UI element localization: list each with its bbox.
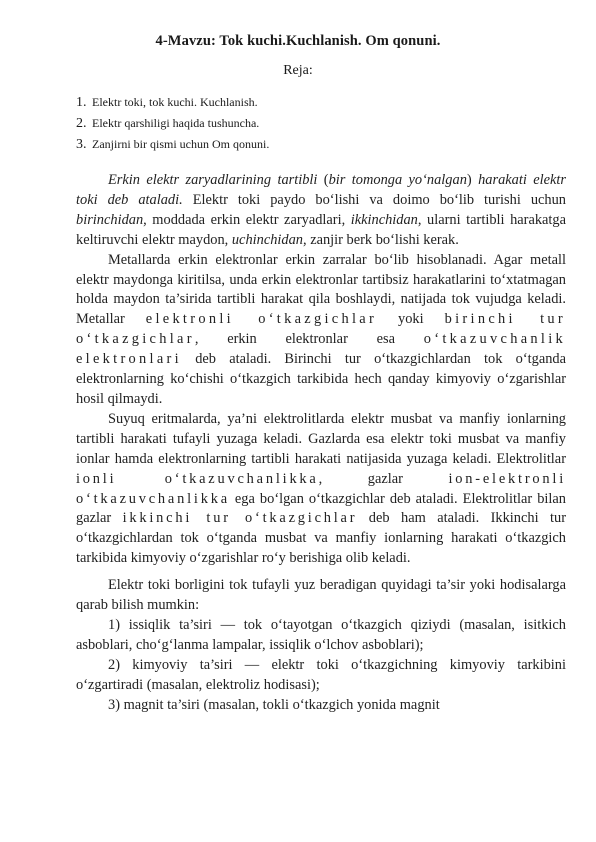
plan-list: [76, 92, 269, 155]
paragraph-effect-chemical: 2) kimyoviy ta’siri — elektr toki o‘tkazgichning kimyoviy tarkibini o‘zgartiradi (masalan, elektroliz hodisasi);: [76, 656, 566, 693]
plan-item-text: Elektr qarshiligi haqida tushuncha.: [92, 116, 260, 130]
text-run: , moddada erkin elektr zaryadlari,: [143, 211, 351, 228]
text-run: ): [466, 172, 479, 188]
plan-heading: Reja:: [283, 63, 313, 78]
text-run: deb ham ataladi. Ikkinchi tur o‘tkazgichlardan tok o‘tganda musbat va manfiy ionlarning harakati o‘tkazgich tarkibida kimyoviy o‘zgarishlar ro‘y berishiga olib keladi.: [76, 510, 566, 567]
spaced-term: elektronli o‘tkazgichlar: [145, 311, 378, 328]
text-run: (: [317, 172, 329, 188]
plan-item: [76, 134, 269, 155]
text-run: yoki: [377, 311, 445, 328]
text-run: , zanjir berk bo‘lishi kerak.: [303, 231, 459, 248]
text-run: Elektr toki paydo bo‘lishi va doimo bo‘lib turishi uchun: [182, 191, 566, 208]
spaced-term: birinchi tur o‘tkazgichlar: [76, 311, 566, 348]
paragraph-definition: [76, 171, 566, 251]
spaced-term: ionli o‘tkazuvchanlikka: [76, 470, 319, 487]
italic-term: bir tomonga yo‘nalgan: [328, 172, 467, 188]
text-run: Suyuq eritmalarda, ya’ni elektrolitlarda elektr musbat va manfiy ionlarning tartibli harakati tufayli yuzaga keladi. Gazlarda esa elektr toki musbat va manfiy ionlar hamda elektronlarning tartibli harakati natijasida yuzaga keladi. Elektrolitlar: [76, 410, 566, 467]
italic-term: harakati elektr toki deb ataladi.: [76, 172, 567, 208]
text-run: Metallarda erkin elektronlar erkin zarralar bo‘lib hisoblanadi. Agar metall elektr maydonga kiritilsa, unda erkin elektronlar tartibsiz harakatlarini to‘xtatmagan holda maydon ta’sirida tartibli harakat qila boshlaydi, natijada tok vujudga keladi. Metallar: [76, 251, 566, 328]
plan-item-number: 1.: [76, 95, 87, 110]
italic-term: ikkinchidan: [350, 211, 418, 228]
page-title: 4-Mavzu: Tok kuchi.Kuchlanish. Om qonuni.: [155, 33, 441, 49]
plan-item-number: 3.: [76, 137, 87, 152]
text-run: deb ataladi. Birinchi tur o‘tkazgichlardan tok o‘tganda elektronlarning ko‘chishi o‘tkazgich tarkibida hech qanday kimyoviy o‘zgarishlar hosil qilmaydi.: [76, 351, 566, 407]
paragraph-electrolytes: [76, 410, 566, 569]
italic-term: uchinchidan: [231, 231, 303, 248]
italic-term: Erkin elektr zaryadlarining tartibli: [108, 172, 318, 188]
spaced-term: ikkinchi tur o‘tkazgichlar: [122, 510, 358, 527]
plan-item-text: Zanjirni bir qismi uchun Om qonuni.: [92, 137, 270, 151]
text-run: , erkin elektronlar esa: [194, 331, 424, 348]
body-text: [76, 171, 566, 715]
text-run: , ularni tartibli harakatga keltiruvchi elektr maydon,: [76, 211, 567, 248]
plan-item-text: Elektr toki, tok kuchi. Kuchlanish.: [92, 95, 258, 109]
paragraph-effect-thermal: 1) issiqlik ta’siri — tok o‘tayotgan o‘tkazgich qiziydi (masalan, isitkich asboblari, cho‘g‘lanma lampalar, issiqlik o‘lchov asboblari);: [76, 616, 566, 653]
italic-term: birinchidan: [76, 211, 144, 228]
plan-item-number: 2.: [76, 116, 87, 131]
text-run: , gazlar: [318, 470, 449, 487]
text-run: ega bo‘lgan o‘tkazgichlar deb ataladi. Elektrolitlar bilan gazlar: [76, 490, 566, 527]
spaced-term: o‘tkazuvchanlik elektronlari: [76, 331, 566, 368]
paragraph-effects-intro: Elektr toki borligini tok tufayli yuz beradigan quyidagi ta’sir yoki hodisalarga qarab bilish mumkin:: [76, 577, 566, 614]
plan-item: [76, 113, 269, 134]
paragraph-metals: [76, 251, 566, 410]
spaced-term: ion-elektronli o‘tkazuvchanlikka: [76, 470, 566, 507]
plan-item: [76, 92, 269, 113]
paragraph-effect-magnetic: 3) magnit ta’siri (masalan, tokli o‘tkazgich yonida magnit: [108, 696, 440, 713]
